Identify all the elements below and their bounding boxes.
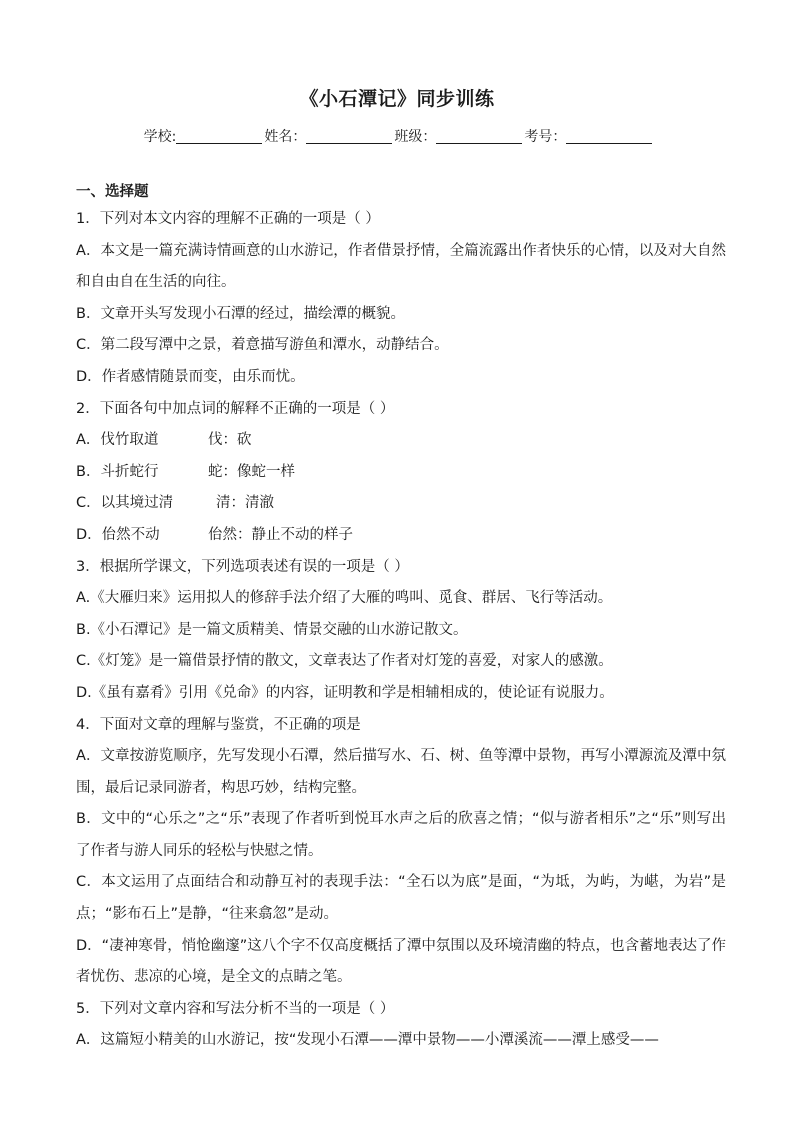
question-stem-3: 3．根据所学课文，下列选项表述有误的一项是（ ） xyxy=(76,558,409,575)
q2-option-a-gloss: 伐：砍 xyxy=(208,432,252,449)
q5-option-a: A．这篇短小精美的山水游记，按“发现小石潭——潭中景物——小潭溪流——潭上感受—— xyxy=(76,1032,659,1049)
question-stem-2: 2．下面各句中加点词的解释不正确的一项是（ ） xyxy=(76,400,395,417)
q1-option-c: C．第二段写潭中之景，着意描写游鱼和潭水，动静结合。 xyxy=(76,337,449,354)
name-label: 姓名： xyxy=(264,129,307,145)
q3-option-a: A.《大雁归来》运用拟人的修辞手法介绍了大雁的鸣叫、觅食、群居、飞行等活动。 xyxy=(76,590,613,607)
question-list xyxy=(76,204,726,1057)
school-blank[interactable] xyxy=(176,127,262,144)
q4-option-d: D．“凄神寒骨，悄怆幽邃”这八个字不仅高度概括了潭中氛围以及环境清幽的特点，也含蓄地表达了作者忧伤、悲凉的心境，是全文的点睛之笔。 xyxy=(76,937,726,986)
q1-option-b: B．文章开头写发现小石潭的经过，描绘潭的概貌。 xyxy=(76,305,405,322)
student-info-line xyxy=(0,126,794,146)
q2-option-d-gloss: 佁然：静止不动的样子 xyxy=(208,526,353,543)
q3-option-b: B.《小石潭记》是一篇文质精美、情景交融的山水游记散文。 xyxy=(76,621,468,638)
q2-option-c-gloss: 清：清澈 xyxy=(216,495,274,512)
q1-option-a: A．本文是一篇充满诗情画意的山水游记，作者借景抒情，全篇流露出作者快乐的心情，以及对大自然和自由自在生活的向往。 xyxy=(76,242,726,291)
class-label: 班级： xyxy=(394,129,437,145)
q1-option-d: D．作者感情随景而变，由乐而忧。 xyxy=(76,368,305,385)
exam-number-label: 考号： xyxy=(524,129,567,145)
exam-number-blank[interactable] xyxy=(566,127,652,144)
q2-option-a-text: A．伐竹取道 xyxy=(76,432,159,449)
q4-option-b: B．文中的“心乐之”之“乐”表现了作者听到悦耳水声之后的欣喜之情；“似与游者相乐”之“乐”则写出了作者与游人同乐的轻松与快慰之情。 xyxy=(76,811,726,859)
section-heading: 一、选择题 xyxy=(76,184,149,200)
q2-option-b xyxy=(76,457,726,489)
class-blank[interactable] xyxy=(436,127,522,144)
q2-option-c-text: C．以其境过清 xyxy=(76,495,174,512)
document-title: 《小石潭记》同步训练 xyxy=(299,88,495,110)
q3-option-c: C.《灯笼》是一篇借景抒情的散文，文章表达了作者对灯笼的喜爱，对家人的感激。 xyxy=(76,653,613,670)
q4-option-c: C．本文运用了点面结合和动静互衬的表现手法：“全石以为底”是面，“为坻，为屿，为嵁，为岩”是点；“影布石上”是静，“往来翕忽”是动。 xyxy=(76,874,726,923)
q3-option-d: D.《虽有嘉肴》引用《兑命》的内容，证明教和学是相辅相成的，使论证有说服力。 xyxy=(76,684,614,701)
name-blank[interactable] xyxy=(306,127,392,144)
q2-option-b-gloss: 蛇：像蛇一样 xyxy=(208,463,295,480)
question-stem-4: 4．下面对文章的理解与鉴赏，不正确的项是 xyxy=(76,716,361,733)
q4-option-a: A．文章按游览顺序，先写发现小石潭，然后描写水、石、树、鱼等潭中景物，再写小潭源流及潭中氛围，最后记录同游者，构思巧妙，结构完整。 xyxy=(76,748,726,796)
q2-option-b-text: B．斗折蛇行 xyxy=(76,463,159,480)
q2-option-d xyxy=(76,520,726,552)
q2-option-a xyxy=(76,425,726,457)
question-stem-5: 5．下列对文章内容和写法分析不当的一项是（ ） xyxy=(76,1000,395,1017)
q2-option-d-text: D．佁然不动 xyxy=(76,526,160,543)
q2-option-c xyxy=(76,488,726,520)
school-label: 学校: xyxy=(143,129,177,145)
question-stem-1: 1．下列对本文内容的理解不正确的一项是（ ） xyxy=(76,211,380,227)
